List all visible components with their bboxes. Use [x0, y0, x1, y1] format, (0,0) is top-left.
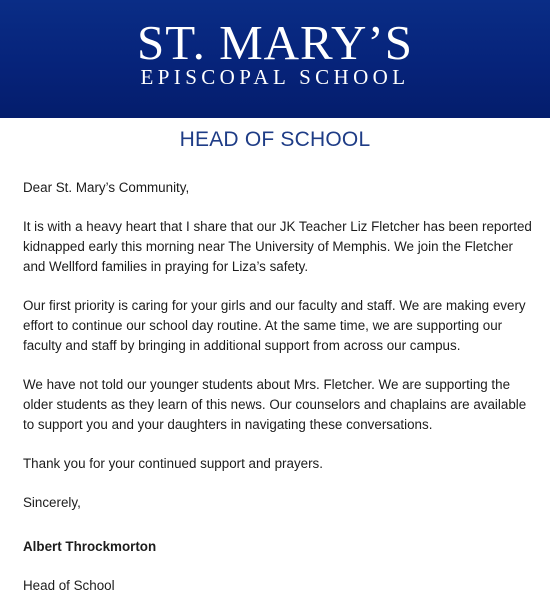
letter-paragraph-4: Thank you for your continued support and prayers. — [23, 456, 323, 471]
letter-paragraph-1: It is with a heavy heart that I share that our JK Teacher Liz Fletcher has been reported kidnapped early this morning near The University of Memphis. We join the Fletcher and Wellford families in praying for Liza’s safety. — [23, 219, 532, 274]
signer-title: Head of School — [23, 578, 115, 593]
letter-salutation: Dear St. Mary’s Community, — [23, 180, 190, 195]
school-subtitle: EPISCOPAL SCHOOL — [140, 65, 410, 89]
section-heading: HEAD OF SCHOOL — [179, 128, 371, 151]
school-header-banner — [0, 0, 550, 118]
signer-name: Albert Throckmorton — [23, 539, 157, 554]
letter-paragraph-2: Our first priority is caring for your girls and our faculty and staff. We are making every effort to continue our school day routine. At the same time, we are supporting our faculty and staff by bringing in additional support from across our campus. — [23, 298, 526, 353]
letter-paragraph-3: We have not told our younger students about Mrs. Fletcher. We are supporting the older students as they learn of this news. Our counselors and chaplains are available to support you and your daughters in navigating these conversations. — [23, 377, 527, 432]
letter-closing: Sincerely, — [23, 495, 81, 510]
letter-body — [23, 178, 538, 615]
school-name: ST. MARY’S — [137, 15, 413, 70]
